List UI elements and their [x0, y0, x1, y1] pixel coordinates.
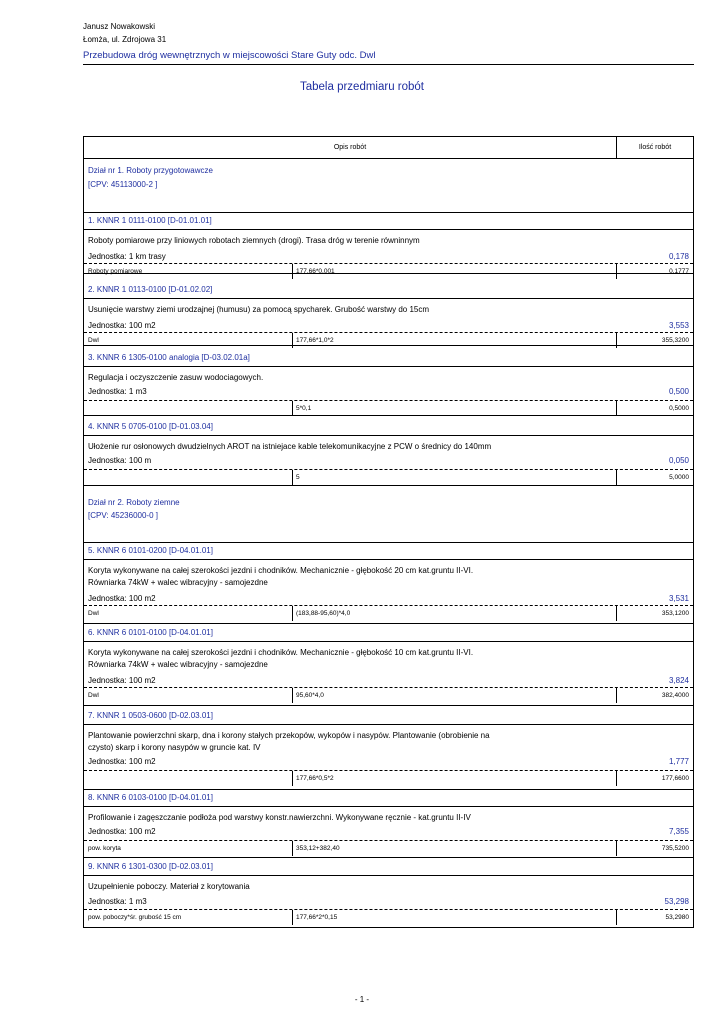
- position-code: 6. KNNR 6 0101-0100 [D-04.01.01]: [88, 628, 213, 637]
- column-header-description: Opis robót: [333, 144, 367, 151]
- position-code: 8. KNNR 6 0103-0100 [D-04.01.01]: [88, 793, 213, 802]
- measurement-label: pow. koryta: [88, 845, 121, 852]
- position-code: 2. KNNR 1 0113-0100 [D-01.02.02]: [88, 285, 213, 294]
- document-title: Tabela przedmiaru robót: [299, 81, 424, 93]
- measurement-formula: 177,66*0,001: [296, 268, 335, 275]
- project-name: Przebudowa dróg wewnętrznych w miejscowości Stare Guty odc. Dwl: [83, 50, 376, 61]
- position-item: [84, 624, 693, 706]
- measurement-row: [84, 841, 693, 856]
- position-description: Plantowanie powierzchni skarp, dna i korony stałych przekopów, wykopów i nasypów. Plantowanie (obrobienie na czysto) skarp i korony nasypów w gruncie kat. IV: [88, 731, 490, 752]
- measurement-formula: 5*0,1: [296, 405, 312, 412]
- measurement-value: 5,0000: [669, 474, 689, 481]
- contractor-address: Łomża, ul. Zdrojowa 31: [83, 35, 167, 44]
- measurement-row: [84, 606, 693, 621]
- position-code: 7. KNNR 1 0503-0600 [D-02.03.01]: [88, 711, 213, 720]
- measurement-label: Dwl: [88, 337, 99, 344]
- measurement-value: 355,3200: [661, 337, 689, 344]
- position-quantity: 0,050: [668, 456, 689, 465]
- measurement-formula: (183,88-95,60)*4,0: [296, 610, 351, 617]
- position-item: [84, 349, 693, 416]
- position-quantity: 53,298: [664, 897, 689, 906]
- measurement-formula: 177,66*2*0,15: [296, 914, 338, 921]
- measurement-row: [84, 333, 693, 348]
- column-header-quantity: Ilość robót: [638, 144, 672, 151]
- position-unit: Jednostka: 1 km trasy: [88, 252, 166, 261]
- position-unit: Jednostka: 100 m2: [88, 321, 156, 330]
- position-item: [84, 212, 693, 274]
- measurement-row: [84, 771, 693, 786]
- position-item: [84, 707, 693, 790]
- header-divider: [83, 64, 694, 65]
- section-header: [84, 485, 693, 543]
- measurement-value: 382,4000: [661, 692, 689, 699]
- position-description: Regulacja i oczyszczenie zasuw wodociagowych.: [88, 373, 264, 382]
- measurement-row: [84, 401, 693, 416]
- position-item: [84, 858, 693, 928]
- measurement-formula: 353,12+382,40: [296, 845, 340, 852]
- position-description: Usunięcie warstwy ziemi urodzajnej (humusu) za pomocą spycharek. Grubość warstwy do 15cm: [88, 305, 430, 314]
- measurement-row: [84, 470, 693, 485]
- measurement-formula: 177,66*1,0*2: [296, 337, 334, 344]
- contractor-name: Janusz Nowakowski: [83, 22, 156, 31]
- position-description: Koryta wykonywane na całej szerokości jezdni i chodników. Mechanicznie - głębokość 20 cm kat.gruntu II-VI. Równiarka 74kW + walec wibracyjny - samojezdne: [88, 566, 474, 587]
- position-unit: Jednostka: 1 m3: [88, 897, 147, 906]
- position-description: Ułożenie rur osłonowych dwudzielnych AROT na istniejace kable telekomunikacyjne z PCW o średnicy do 140mm: [88, 442, 492, 451]
- position-description: Roboty pomiarowe przy liniowych robotach ziemnych (drogi). Trasa dróg w terenie równinnym: [88, 236, 420, 245]
- position-unit: Jednostka: 100 m2: [88, 594, 156, 603]
- position-code: 3. KNNR 6 1305-0100 analogia [D-03.02.01a]: [88, 353, 250, 362]
- measurement-row: [84, 910, 693, 925]
- position-quantity: 3,531: [668, 594, 689, 603]
- section-header: [84, 158, 693, 213]
- position-item: [84, 281, 693, 346]
- section-cpv: [CPV: 45236000-0 ]: [88, 511, 158, 520]
- measurement-label: Dwl: [88, 610, 99, 617]
- position-quantity: 1,777: [668, 757, 689, 766]
- position-item: [84, 418, 693, 486]
- position-item: [84, 789, 693, 858]
- position-code: 4. KNNR 5 0705-0100 [D-01.03.04]: [88, 422, 213, 431]
- measurement-formula: 5: [296, 474, 300, 481]
- position-unit: Jednostka: 100 m: [88, 456, 152, 465]
- position-code: 5. KNNR 6 0101-0200 [D-04.01.01]: [88, 546, 213, 555]
- position-description: Uzupełnienie poboczy. Materiał z korytowania: [88, 882, 250, 891]
- section-name: Dział nr 2. Roboty ziemne: [88, 498, 180, 507]
- position-item: [84, 542, 693, 624]
- position-code: 1. KNNR 1 0111-0100 [D-01.01.01]: [88, 216, 212, 225]
- measurement-formula: 95,60*4,0: [296, 692, 324, 699]
- measurement-row: [84, 688, 693, 703]
- bill-of-quantities-table: [83, 136, 694, 928]
- section-name: Dział nr 1. Roboty przygotowawcze: [88, 166, 213, 175]
- position-quantity: 0,500: [668, 387, 689, 396]
- position-unit: Jednostka: 1 m3: [88, 387, 147, 396]
- section-cpv: [CPV: 45113000-2 ]: [88, 180, 158, 189]
- position-quantity: 3,824: [668, 676, 689, 685]
- position-unit: Jednostka: 100 m2: [88, 757, 156, 766]
- measurement-formula: 177,66*0,5*2: [296, 775, 334, 782]
- measurement-label: Dwl: [88, 692, 99, 699]
- position-unit: Jednostka: 100 m2: [88, 676, 156, 685]
- position-description: Profilowanie i zagęszczanie podłoża pod warstwy konstr.nawierzchni. Wykonywane ręcznie - kat.gruntu II-IV: [88, 813, 471, 822]
- measurement-value: 53,2980: [665, 914, 689, 921]
- position-description: Koryta wykonywane na całej szerokości jezdni i chodników. Mechanicznie - głębokość 10 cm kat.gruntu II-VI. Równiarka 74kW + walec wibracyjny - samojezdne: [88, 648, 474, 669]
- position-quantity: 3,553: [668, 321, 689, 330]
- position-code: 9. KNNR 6 1301-0300 [D-02.03.01]: [88, 862, 213, 871]
- measurement-value: 0,5000: [669, 405, 689, 412]
- measurement-value: 177,6600: [661, 775, 689, 782]
- position-unit: Jednostka: 100 m2: [88, 827, 156, 836]
- measurement-label: Roboty pomiarowe: [88, 268, 143, 275]
- measurement-value: 0,1777: [669, 268, 689, 275]
- table-header-row: [84, 137, 693, 159]
- measurement-label: pow. poboczy*śr. grubość 15 cm: [88, 914, 182, 921]
- page-number: - 1 -: [354, 995, 370, 1004]
- position-quantity: 7,355: [668, 827, 689, 836]
- measurement-value: 353,1200: [661, 610, 689, 617]
- position-quantity: 0,178: [668, 252, 689, 261]
- measurement-value: 735,5200: [661, 845, 689, 852]
- measurement-row: [84, 264, 693, 279]
